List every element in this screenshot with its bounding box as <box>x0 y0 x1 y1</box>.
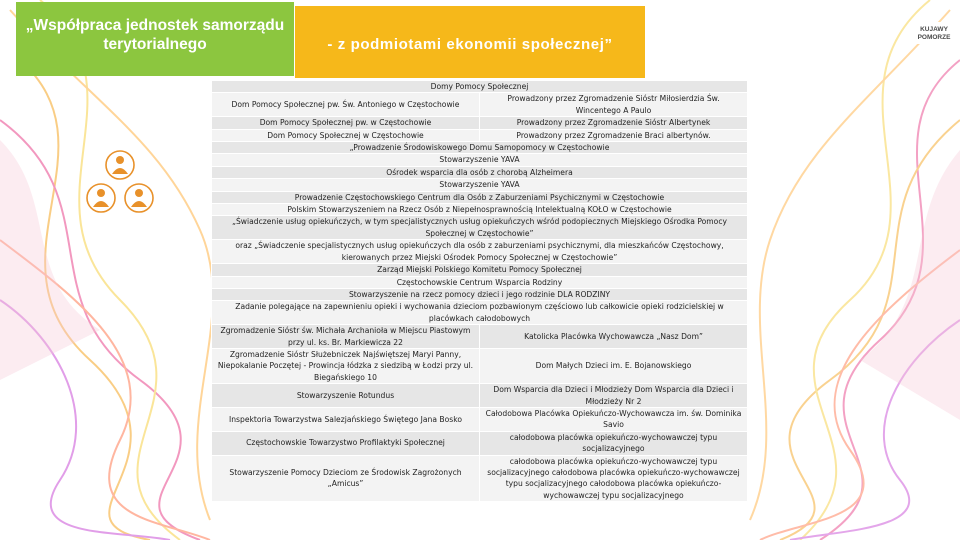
table-row <box>212 117 748 129</box>
title-left-text: „Współpraca jednostek samorządu terytorialnego <box>25 17 285 53</box>
table-cell-facility: całodobowa placówka opiekuńczo-wychowawczej typu socjalizacyjnego całodobowa placówka opiekuńczo-wychowawczej typu socjalizacyjnego całodobowa placówka opiekuńczo-wychowawczej typu socjalizacyjnego <box>480 455 748 502</box>
table-row <box>212 431 748 455</box>
table-cell-facility: Dom Wsparcia dla Dzieci i Młodzieży Dom Wsparcia dla Dzieci i Młodzieży Nr 2 <box>480 384 748 408</box>
table-cell-full: Częstochowskie Centrum Wsparcia Rodziny <box>212 276 748 288</box>
table-row <box>212 154 748 166</box>
table-cell-full: Stowarzyszenie na rzecz pomocy dzieci i jego rodzinie DLA RODZINY <box>212 288 748 300</box>
table-cell-facility: Prowadzony przez Zgromadzenie Braci albertynów. <box>480 129 748 141</box>
organizations-table <box>211 80 748 502</box>
table-row <box>212 216 748 240</box>
table-row <box>212 142 748 154</box>
table-cell-full: Domy Pomocy Społecznej <box>212 81 748 93</box>
table-cell-organization: Stowarzyszenie Rotundus <box>212 384 480 408</box>
table-cell-organization: Częstochowskie Towarzystwo Profilaktyki Społecznej <box>212 431 480 455</box>
title-right-text: - z podmiotami ekonomii społecznej” <box>327 35 613 53</box>
table-row <box>212 204 748 216</box>
table-cell-full: oraz „Świadczenie specjalistycznych usług opiekuńczych dla osób z zaburzeniami psychicznymi, dla mieszkańców Częstochowy, kierowanych przez Miejski Ośrodek Pomocy Społecznej w Częstochowie” <box>212 240 748 264</box>
people-group-icon <box>68 146 172 216</box>
table-row <box>212 129 748 141</box>
table-row <box>212 288 748 300</box>
table-cell-organization: Zgromadzenie Sióstr Służebniczek Najświętszej Maryi Panny, Niepokalanie Poczętej - Prowincja łódzka z siedzibą w Łodzi przy ul. Biegańskiego 10 <box>212 348 480 383</box>
table-cell-full: Polskim Stowarzyszeniem na Rzecz Osób z Niepełnosprawnością Intelektualną KOŁO w Częstochowie <box>212 204 748 216</box>
kujawy-pomorze-logo <box>911 22 957 44</box>
title-right <box>295 6 645 78</box>
table-row <box>212 276 748 288</box>
table-cell-organization: Stowarzyszenie Pomocy Dzieciom ze Środowisk Zagrożonych „Amicus” <box>212 455 480 502</box>
table-row <box>212 348 748 383</box>
table-cell-facility: Prowadzony przez Zgromadzenie Sióstr Miłosierdzia Św. Wincentego A Paulo <box>480 93 748 117</box>
table-cell-facility: Katolicka Placówka Wychowawcza „Nasz Dom” <box>480 325 748 349</box>
table-cell-facility: Dom Małych Dzieci im. E. Bojanowskiego <box>480 348 748 383</box>
table-row <box>212 81 748 93</box>
table-row <box>212 93 748 117</box>
table-cell-facility: Całodobowa Placówka Opiekuńczo-Wychowawcza im. św. Dominika Savio <box>480 407 748 431</box>
table-row <box>212 407 748 431</box>
table-row <box>212 166 748 178</box>
table-row <box>212 301 748 325</box>
table-row <box>212 240 748 264</box>
table-cell-organization: Dom Pomocy Społecznej w Częstochowie <box>212 129 480 141</box>
logo-line-2: POMORZE <box>917 34 951 41</box>
table-cell-full: Zadanie polegające na zapewnieniu opieki i wychowania dzieciom pozbawionym częściowo lub całkowicie opieki rodzicielskiej w placówkach całodobowych <box>212 301 748 325</box>
table-cell-full: Ośrodek wsparcia dla osób z chorobą Alzheimera <box>212 166 748 178</box>
table-cell-facility: całodobowa placówka opiekuńczo-wychowawczej typu socjalizacyjnego <box>480 431 748 455</box>
table-row <box>212 264 748 276</box>
table-cell-organization: Inspektoria Towarzystwa Salezjańskiego Świętego Jana Bosko <box>212 407 480 431</box>
table-row <box>212 179 748 191</box>
table-cell-organization: Dom Pomocy Społecznej pw. Św. Antoniego w Częstochowie <box>212 93 480 117</box>
logo-line-1: KUJAWY <box>920 26 948 33</box>
table-cell-full: „Świadczenie usług opiekuńczych, w tym specjalistycznych usług opiekuńczych wśród podopiecznych Miejskiego Ośrodka Pomocy Społecznej w Częstochowie” <box>212 216 748 240</box>
table-row <box>212 191 748 203</box>
table-cell-organization: Dom Pomocy Społecznej pw. w Częstochowie <box>212 117 480 129</box>
table-cell-full: „Prowadzenie Środowiskowego Domu Samopomocy w Częstochowie <box>212 142 748 154</box>
table-cell-organization: Zgromadzenie Sióstr św. Michała Archanioła w Miejscu Piastowym przy ul. ks. Br. Markiewicza 22 <box>212 325 480 349</box>
table-row <box>212 384 748 408</box>
title-left <box>16 2 294 76</box>
table-cell-full: Zarząd Miejski Polskiego Komitetu Pomocy Społecznej <box>212 264 748 276</box>
table-cell-full: Prowadzenie Częstochowskiego Centrum dla Osób z Zaburzeniami Psychicznymi w Częstochowie <box>212 191 748 203</box>
table-cell-full: Stowarzyszenie YAVA <box>212 179 748 191</box>
table-row <box>212 455 748 502</box>
table-cell-facility: Prowadzony przez Zgromadzenie Sióstr Albertynek <box>480 117 748 129</box>
table-row <box>212 325 748 349</box>
table-cell-full: Stowarzyszenie YAVA <box>212 154 748 166</box>
